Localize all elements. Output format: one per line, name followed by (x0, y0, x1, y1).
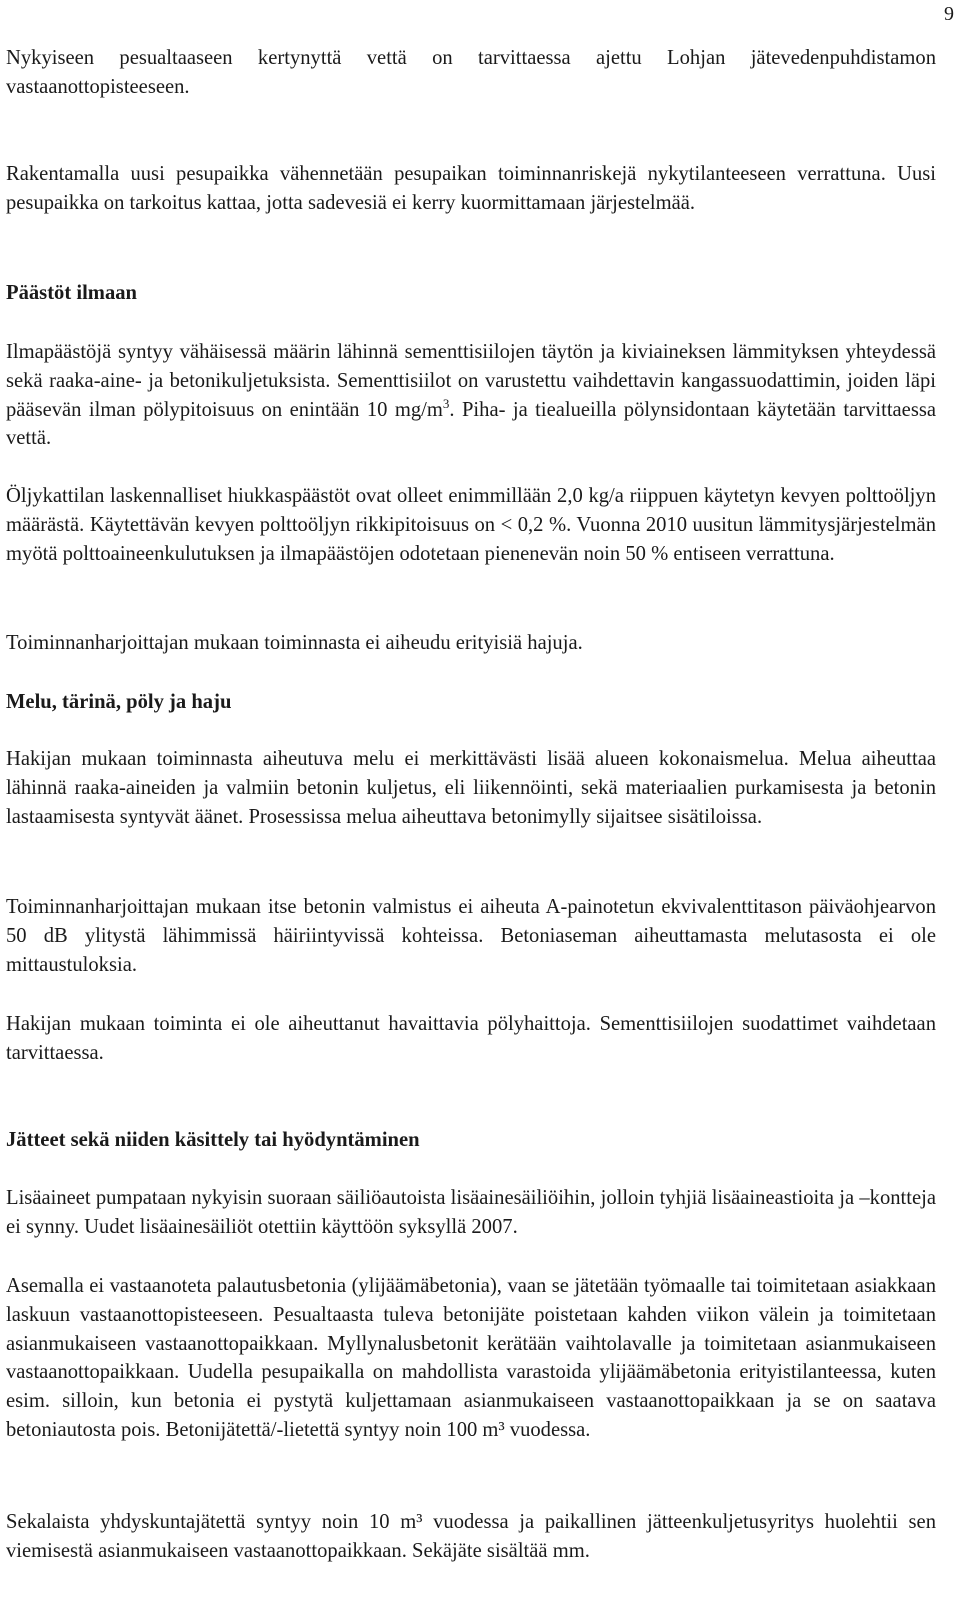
air-emissions-text-b: . Piha- ja tiealueilla pölynsidontaan käytetään tarvittaessa vettä. (6, 398, 936, 450)
paragraph-new-washing-area: Rakentamalla uusi pesupaikka vähennetään pesupaikan toiminnanriskejä nykytilanteeseen verrattuna. Uusi pesupaikka on tarkoitus kattaa, jotta sadevesiä ei kerry kuormittamaan järjestelmää. (6, 163, 936, 214)
superscript-3: 3 (442, 395, 450, 411)
paragraph-dust: Hakijan mukaan toiminta ei ole aiheuttanut havaittavia pölyhaittoja. Sementtisiilojen suodattimet vaihdetaan tarvittaessa. (6, 1013, 936, 1064)
paragraph-additives: Lisäaineet pumpataan nykyisin suoraan säiliöautoista lisäainesäiliöihin, jolloin tyhjiä lisäaineastioita ja –kontteja ei synny. Uudet lisäainesäiliöt otettiin käyttöön syksyllä 2007. (6, 1187, 936, 1238)
page-number: 9 (944, 3, 954, 25)
heading-air-emissions: Päästöt ilmaan (6, 282, 137, 304)
paragraph-municipal-waste: Sekalaista yhdyskuntajätettä syntyy noin 10 m³ vuodessa ja paikallinen jätteenkuljetusyritys huolehtii sen viemisestä asianmukaiseen vastaanottopaikkaan. Sekäjäte sisältää mm. (6, 1511, 936, 1562)
paragraph-wastewater: Nykyiseen pesualtaaseen kertynyttä vettä on tarvittaessa ajettu Lohjan jätevedenpuhdistamon vastaanottopisteeseen. (6, 47, 936, 98)
paragraph-air-emissions (6, 338, 936, 453)
heading-waste: Jätteet sekä niiden käsittely tai hyödyntäminen (6, 1129, 420, 1151)
heading-noise-vibration-dust-odour: Melu, tärinä, pöly ja haju (6, 691, 232, 713)
air-emissions-text-a: Ilmapäästöjä syntyy vähäisessä määrin lähinnä sementtisiilojen täytön ja kiviaineksen lämmityksen yhteydessä sekä raaka-aine- ja betonikuljetuksista. Sementtisiilot on varustettu vaihdettavin kangassuodattimin, joiden läpi pääsevän ilman pölypitoisuus on enintään 10 mg/m (6, 341, 936, 421)
paragraph-concrete-waste: Asemalla ei vastaanoteta palautusbetonia (ylijäämäbetonia), vaan se jätetään työmaalle tai toimitetaan asiakkaan laskuun vastaanottopisteeseen. Pesualtaasta tuleva betonijäte poistetaan kahden viikon välein ja toimitetaan asianmukaiseen vastaanottopaikkaan. Myllynalusbetonit kerätään vaihtolavalle ja toimitetaan asianmukaiseen vastaanottopaikkaan. Uudella pesupaikalla on mahdollista varastoida ylijäämäbetonia erityistilanteessa, kuten esim. silloin, kun betonia ei pystytä kuljettamaan asianmukaiseen vastaanottopaikkaan ja se on saatava betoniautosta pois. Betonijätettä/-lietettä syntyy noin 100 m³ vuodessa. (6, 1275, 936, 1441)
paragraph-odours: Toiminnanharjoittajan mukaan toiminnasta ei aiheudu erityisiä hajuja. (6, 632, 583, 654)
paragraph-oil-boiler: Öljykattilan laskennalliset hiukkaspäästöt ovat olleet enimmillään 2,0 kg/a riippuen käytetyn kevyen polttoöljyn määrästä. Käytettävän kevyen polttoöljyn rikkipitoisuus on < 0,2 %. Vuonna 2010 uusitun lämmitysjärjestelmän myötä polttoaineenkulutuksen ja ilmapäästöjen odotetaan pienenevän noin 50 % entiseen verrattuna. (6, 485, 936, 565)
paragraph-noise: Hakijan mukaan toiminnasta aiheutuva melu ei merkittävästi lisää alueen kokonaismelua. Melua aiheuttaa lähinnä raaka-aineiden ja valmiin betonin kuljetus, eli liikennöinti, sekä materiaalien purkamisesta ja betonin lastaamisesta syntyvät äänet. Prosessissa melua aiheuttava betonimylly sijaitsee sisätiloissa. (6, 748, 936, 828)
paragraph-noise-level: Toiminnanharjoittajan mukaan itse betonin valmistus ei aiheuta A-painotetun ekvivalenttitason päiväohjearvon 50 dB ylitystä lähimmissä häiriintyvissä kohteissa. Betoniaseman aiheuttamasta melutasosta ei ole mittaustuloksia. (6, 896, 936, 976)
